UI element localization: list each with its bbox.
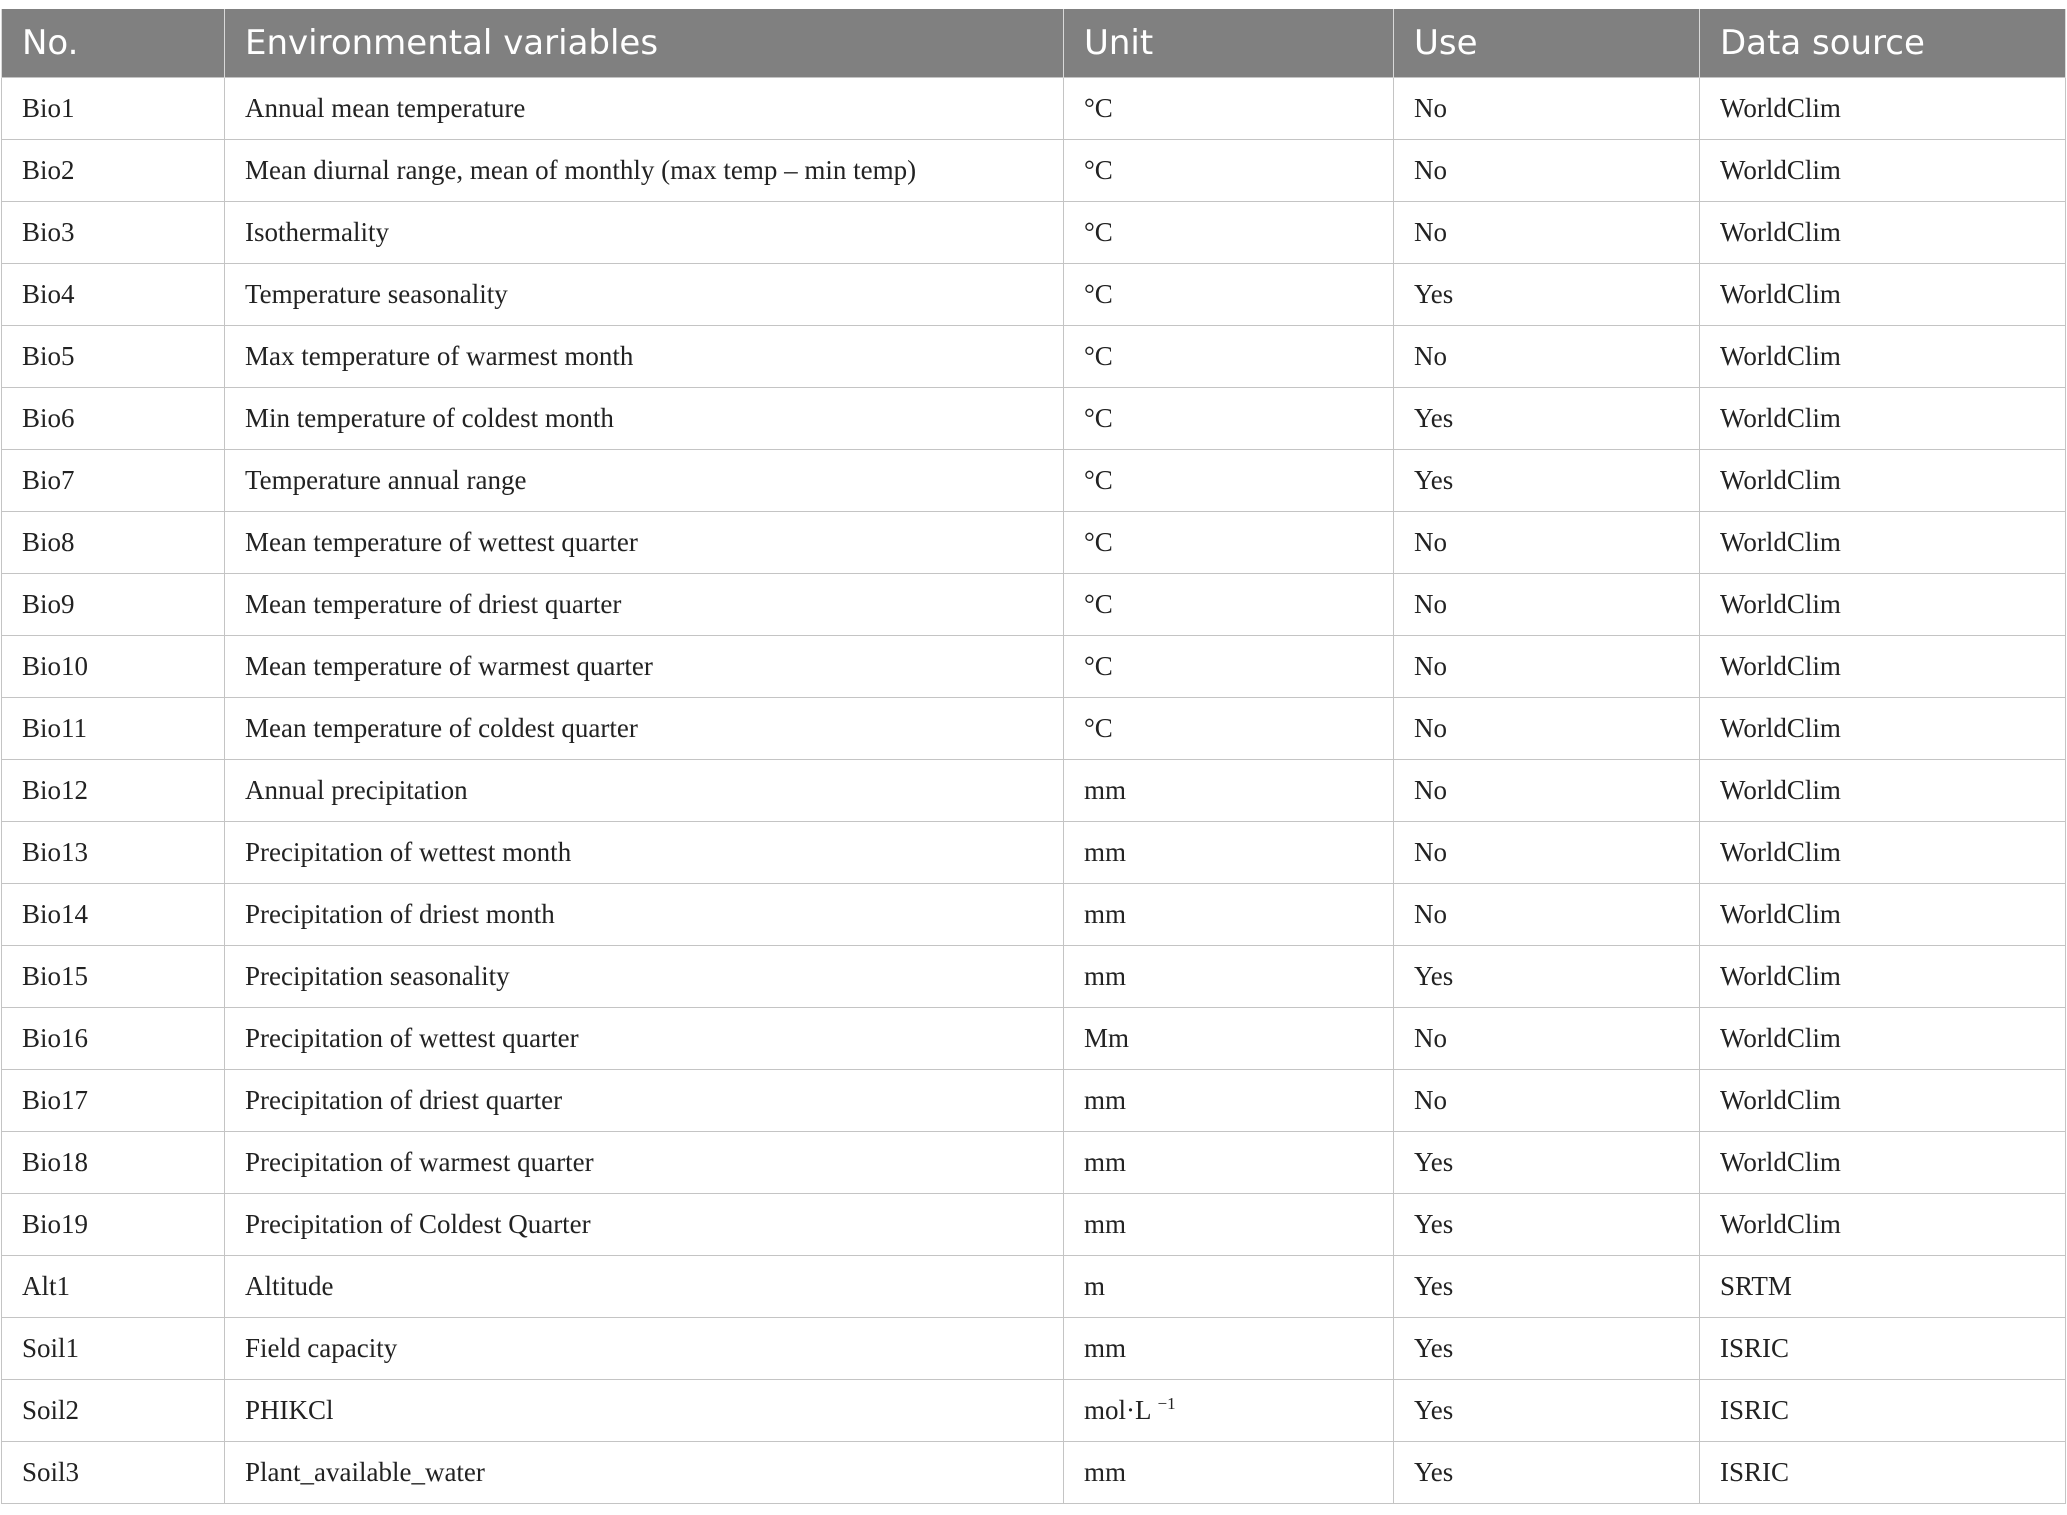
table-row [2, 264, 2066, 326]
cell-variable: Precipitation of warmest quarter [225, 1132, 1064, 1194]
table-row [2, 884, 2066, 946]
cell-use: Yes [1394, 1318, 1700, 1380]
unit-superscript: −1 [1157, 1394, 1176, 1413]
cell-use: Yes [1394, 1132, 1700, 1194]
cell-no: Bio14 [2, 884, 225, 946]
cell-unit: °C [1064, 450, 1394, 512]
cell-variable: Precipitation of driest quarter [225, 1070, 1064, 1132]
cell-variable: Precipitation of driest month [225, 884, 1064, 946]
table-row [2, 512, 2066, 574]
cell-no: Bio12 [2, 760, 225, 822]
cell-data-source: WorldClim [1700, 1070, 2066, 1132]
table-row [2, 698, 2066, 760]
cell-no: Bio11 [2, 698, 225, 760]
cell-data-source: WorldClim [1700, 760, 2066, 822]
cell-data-source: WorldClim [1700, 512, 2066, 574]
cell-use: Yes [1394, 450, 1700, 512]
cell-unit: Mm [1064, 1008, 1394, 1070]
cell-unit: mm [1064, 884, 1394, 946]
cell-use: Yes [1394, 1442, 1700, 1504]
cell-use: Yes [1394, 1194, 1700, 1256]
cell-variable: Temperature seasonality [225, 264, 1064, 326]
cell-use: No [1394, 822, 1700, 884]
cell-no: Bio6 [2, 388, 225, 450]
cell-variable: Mean diurnal range, mean of monthly (max temp – min temp) [225, 140, 1064, 202]
cell-no: Bio8 [2, 512, 225, 574]
cell-unit: °C [1064, 264, 1394, 326]
cell-data-source: WorldClim [1700, 388, 2066, 450]
cell-variable: Precipitation of wettest month [225, 822, 1064, 884]
cell-unit: °C [1064, 636, 1394, 698]
cell-no: Bio4 [2, 264, 225, 326]
table-row [2, 760, 2066, 822]
cell-unit [1064, 1380, 1394, 1442]
cell-use: No [1394, 760, 1700, 822]
cell-no: Soil3 [2, 1442, 225, 1504]
table-row [2, 1008, 2066, 1070]
cell-variable: Max temperature of warmest month [225, 326, 1064, 388]
cell-variable: Isothermality [225, 202, 1064, 264]
table-row [2, 946, 2066, 1008]
cell-no: Bio16 [2, 1008, 225, 1070]
table-body [2, 78, 2066, 1504]
cell-variable: PHIKCl [225, 1380, 1064, 1442]
header-data-source: Data source [1700, 9, 2066, 78]
cell-data-source: WorldClim [1700, 264, 2066, 326]
table-row [2, 1380, 2066, 1442]
cell-use: No [1394, 574, 1700, 636]
cell-data-source: SRTM [1700, 1256, 2066, 1318]
cell-use: No [1394, 512, 1700, 574]
cell-variable: Plant_available_water [225, 1442, 1064, 1504]
header-environmental-variables: Environmental variables [225, 9, 1064, 78]
header-row [2, 9, 2066, 78]
cell-unit: mm [1064, 1070, 1394, 1132]
cell-no: Soil1 [2, 1318, 225, 1380]
cell-variable: Precipitation seasonality [225, 946, 1064, 1008]
cell-no: Alt1 [2, 1256, 225, 1318]
cell-use: No [1394, 326, 1700, 388]
cell-data-source: WorldClim [1700, 78, 2066, 140]
table-row [2, 1442, 2066, 1504]
cell-use: Yes [1394, 1256, 1700, 1318]
cell-data-source: WorldClim [1700, 202, 2066, 264]
cell-variable: Mean temperature of wettest quarter [225, 512, 1064, 574]
cell-no: Bio19 [2, 1194, 225, 1256]
cell-no: Bio5 [2, 326, 225, 388]
cell-use: No [1394, 78, 1700, 140]
cell-data-source: WorldClim [1700, 822, 2066, 884]
cell-variable: Temperature annual range [225, 450, 1064, 512]
table-row [2, 326, 2066, 388]
cell-variable: Mean temperature of warmest quarter [225, 636, 1064, 698]
cell-unit: mm [1064, 1442, 1394, 1504]
cell-data-source: WorldClim [1700, 1008, 2066, 1070]
table-row [2, 822, 2066, 884]
cell-variable: Mean temperature of coldest quarter [225, 698, 1064, 760]
cell-unit: mm [1064, 1318, 1394, 1380]
table-row [2, 1194, 2066, 1256]
cell-variable: Mean temperature of driest quarter [225, 574, 1064, 636]
cell-data-source: WorldClim [1700, 450, 2066, 512]
cell-use: Yes [1394, 946, 1700, 1008]
table-row [2, 78, 2066, 140]
cell-use: No [1394, 1008, 1700, 1070]
cell-unit: °C [1064, 202, 1394, 264]
cell-use: No [1394, 1070, 1700, 1132]
cell-unit: m [1064, 1256, 1394, 1318]
cell-variable: Precipitation of Coldest Quarter [225, 1194, 1064, 1256]
header-no: No. [2, 9, 225, 78]
cell-no: Bio3 [2, 202, 225, 264]
unit-text: mol·L [1084, 1395, 1152, 1425]
cell-unit: °C [1064, 326, 1394, 388]
table-row [2, 1318, 2066, 1380]
cell-use: No [1394, 140, 1700, 202]
table-row [2, 388, 2066, 450]
cell-unit: °C [1064, 388, 1394, 450]
cell-no: Bio15 [2, 946, 225, 1008]
cell-variable: Annual precipitation [225, 760, 1064, 822]
cell-variable: Field capacity [225, 1318, 1064, 1380]
cell-no: Bio9 [2, 574, 225, 636]
cell-unit: mm [1064, 760, 1394, 822]
cell-use: No [1394, 884, 1700, 946]
cell-data-source: WorldClim [1700, 140, 2066, 202]
cell-no: Bio7 [2, 450, 225, 512]
cell-data-source: WorldClim [1700, 1194, 2066, 1256]
table-row [2, 140, 2066, 202]
table-row [2, 202, 2066, 264]
cell-unit: °C [1064, 698, 1394, 760]
cell-variable: Precipitation of wettest quarter [225, 1008, 1064, 1070]
cell-no: Bio13 [2, 822, 225, 884]
cell-variable: Annual mean temperature [225, 78, 1064, 140]
table-row [2, 636, 2066, 698]
cell-use: No [1394, 202, 1700, 264]
cell-data-source: WorldClim [1700, 946, 2066, 1008]
cell-use: Yes [1394, 264, 1700, 326]
cell-variable: Altitude [225, 1256, 1064, 1318]
cell-no: Bio1 [2, 78, 225, 140]
cell-data-source: ISRIC [1700, 1318, 2066, 1380]
cell-use: No [1394, 698, 1700, 760]
cell-variable: Min temperature of coldest month [225, 388, 1064, 450]
cell-no: Soil2 [2, 1380, 225, 1442]
table-row [2, 574, 2066, 636]
cell-unit: °C [1064, 78, 1394, 140]
cell-data-source: WorldClim [1700, 574, 2066, 636]
cell-unit: °C [1064, 140, 1394, 202]
cell-unit: mm [1064, 822, 1394, 884]
cell-data-source: WorldClim [1700, 636, 2066, 698]
cell-no: Bio2 [2, 140, 225, 202]
cell-use: No [1394, 636, 1700, 698]
table-row [2, 1070, 2066, 1132]
cell-data-source: WorldClim [1700, 884, 2066, 946]
header-use: Use [1394, 9, 1700, 78]
cell-unit: mm [1064, 1194, 1394, 1256]
table-header [2, 9, 2066, 78]
environmental-variables-table [1, 9, 2066, 1504]
table-row [2, 1132, 2066, 1194]
cell-unit: °C [1064, 512, 1394, 574]
cell-no: Bio17 [2, 1070, 225, 1132]
cell-unit: °C [1064, 574, 1394, 636]
cell-data-source: WorldClim [1700, 326, 2066, 388]
cell-no: Bio10 [2, 636, 225, 698]
header-unit: Unit [1064, 9, 1394, 78]
cell-no: Bio18 [2, 1132, 225, 1194]
cell-unit: mm [1064, 1132, 1394, 1194]
cell-use: Yes [1394, 1380, 1700, 1442]
table-row [2, 1256, 2066, 1318]
cell-data-source: ISRIC [1700, 1442, 2066, 1504]
cell-use: Yes [1394, 388, 1700, 450]
cell-unit: mm [1064, 946, 1394, 1008]
table-row [2, 450, 2066, 512]
cell-data-source: WorldClim [1700, 1132, 2066, 1194]
cell-data-source: WorldClim [1700, 698, 2066, 760]
cell-data-source: ISRIC [1700, 1380, 2066, 1442]
